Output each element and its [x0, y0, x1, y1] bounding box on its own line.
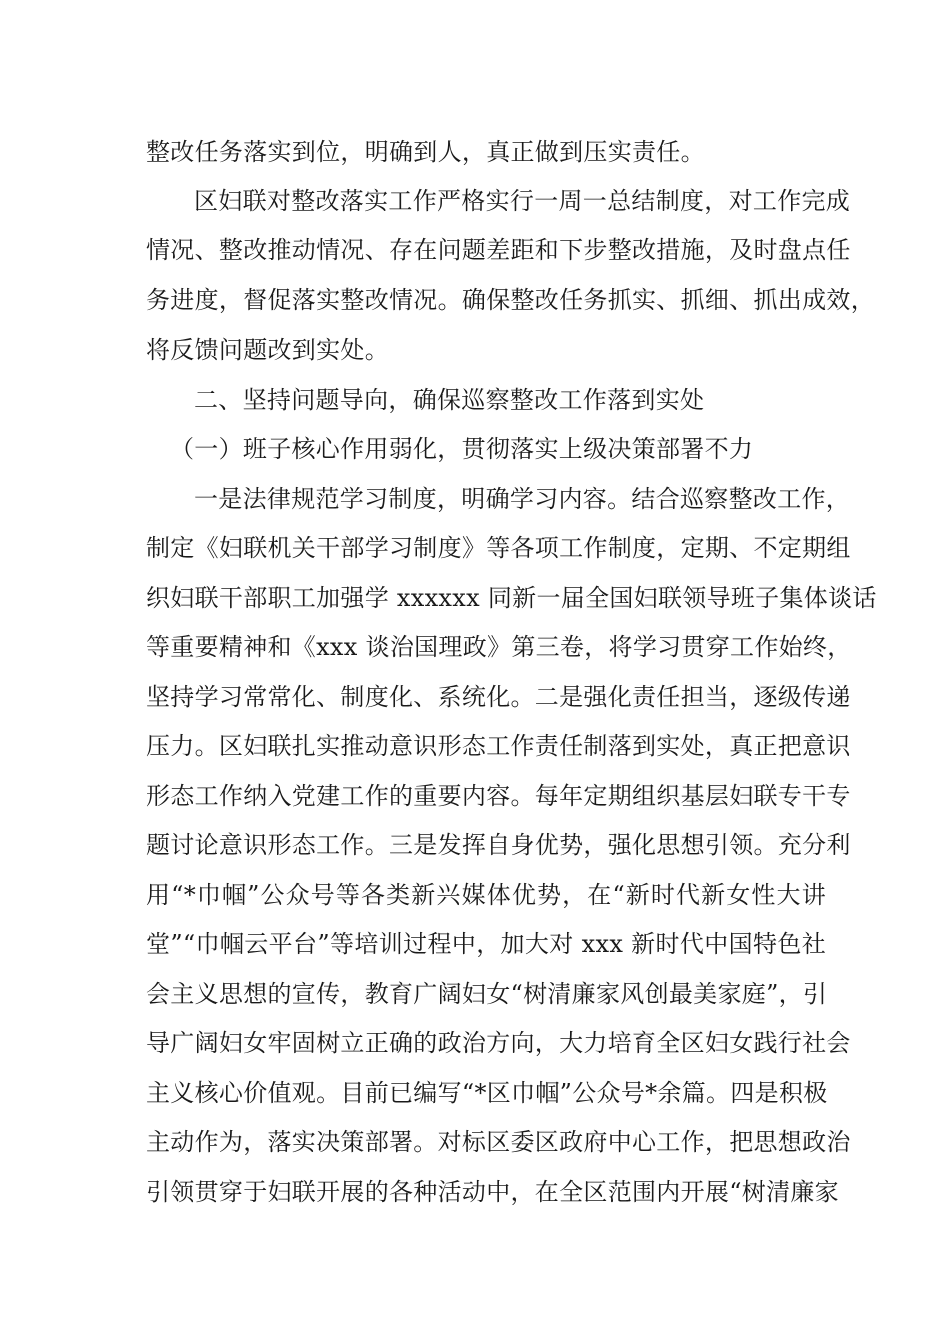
paragraph-line: 一是法律规范学习制度，明确学习内容。结合巡察整改工作，	[194, 485, 851, 513]
paragraph-line: 形态工作纳入党建工作的重要内容。每年定期组织基层妇联专干专	[146, 782, 851, 810]
paragraph-line: 用“*巾帼”公众号等各类新兴媒体优势，在“新时代新女性大讲	[146, 881, 826, 909]
paragraph-line: 题讨论意识形态工作。三是发挥自身优势，强化思想引领。充分利	[146, 831, 851, 859]
paragraph-line: 区妇联对整改落实工作严格实行一周一总结制度，对工作完成	[194, 187, 851, 215]
paragraph-line: 务进度，督促落实整改情况。确保整改任务抓实、抓细、抓出成效，	[146, 286, 875, 314]
paragraph-line: 主义核心价值观。目前已编写“*区巾帼”公众号*余篇。四是积极	[146, 1079, 828, 1107]
paragraph-line: 坚持学习常常化、制度化、系统化。二是强化责任担当，逐级传递	[146, 683, 851, 711]
paragraph-line: 堂”“巾帼云平台”等培训过程中，加大对 xxx 新时代中国特色社	[146, 930, 826, 958]
section-heading: 二、坚持问题导向，确保巡察整改工作落到实处	[194, 386, 705, 414]
subsection-heading: （一）班子核心作用弱化，贯彻落实上级决策部署不力	[170, 435, 754, 463]
paragraph-line: 情况、整改推动情况、存在问题差距和下步整改措施，及时盘点任	[146, 236, 851, 264]
paragraph-line: 压力。区妇联扎实推动意识形态工作责任制落到实处，真正把意识	[146, 732, 851, 760]
paragraph-line: 主动作为，落实决策部署。对标区委区政府中心工作，把思想政治	[146, 1128, 851, 1156]
paragraph-line: 织妇联干部职工加强学 xxxxxx 同新一届全国妇联领导班子集体谈话	[146, 584, 877, 612]
paragraph-line: 会主义思想的宣传，教育广阔妇女“树清廉家风创最美家庭”，引	[146, 980, 828, 1008]
paragraph-line: 制定《妇联机关干部学习制度》等各项工作制度，定期、不定期组	[146, 534, 851, 562]
paragraph-line: 整改任务落实到位，明确到人，真正做到压实责任。	[146, 138, 705, 166]
paragraph-line: 等重要精神和《xxx 谈治国理政》第三卷，将学习贯穿工作始终，	[146, 633, 852, 661]
paragraph-line: 将反馈问题改到实处。	[146, 336, 389, 364]
paragraph-line: 导广阔妇女牢固树立正确的政治方向，大力培育全区妇女践行社会	[146, 1029, 851, 1057]
paragraph-line: 引领贯穿于妇联开展的各种活动中，在全区范围内开展“树清廉家	[146, 1178, 839, 1206]
